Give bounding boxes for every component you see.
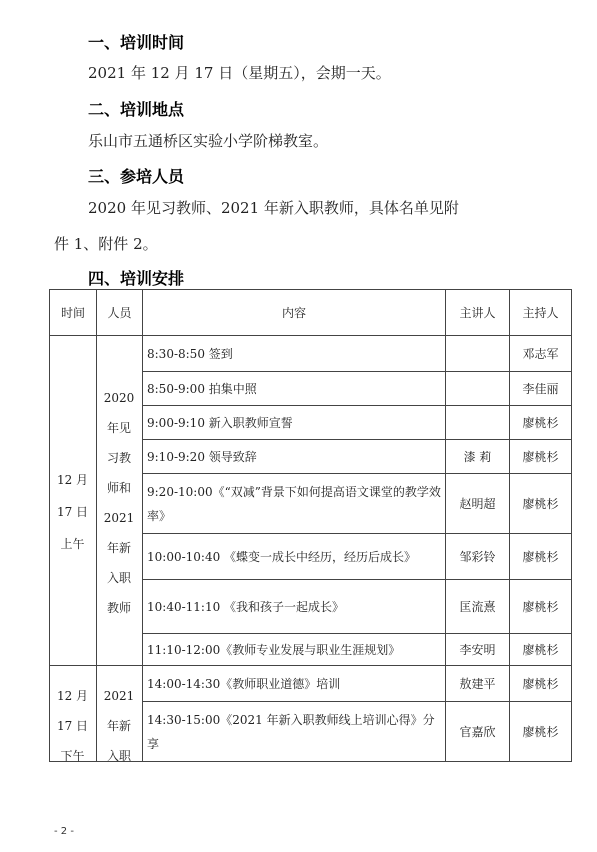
section-heading-participants: 三、参培人员 [88, 167, 185, 186]
row-content: 10:40-11:10 《我和孩子一起成长》 [143, 580, 446, 634]
row-content: 10:00-10:40 《蝶变一成长中经历，经历后成长》 [143, 534, 446, 580]
row-speaker: 敖建平 [446, 666, 510, 702]
afternoon-personnel-label: 2021 年新 入职 [103, 689, 135, 763]
training-time-text: 2021 年 12 月 17 日（星期五），会期一天。 [88, 64, 391, 82]
row-host: 廖桃杉 [510, 634, 572, 666]
training-location-text: 乐山市五通桥区实验小学阶梯教室。 [88, 132, 329, 150]
participants-text-line1: 2020 年见习教师、2021 年新入职教师，具体名单见附 [88, 199, 459, 217]
row-host: 廖桃杉 [510, 580, 572, 634]
row-host: 廖桃杉 [510, 534, 572, 580]
header-content: 内容 [143, 290, 446, 336]
morning-time-label: 12 月 17 日 上午 [56, 473, 89, 551]
row-content: 9:20-10:00《“双减”背景下如何提高语文课堂的教学效率》 [143, 474, 446, 534]
table-row [50, 336, 572, 372]
row-speaker: 官嘉欣 [446, 702, 510, 762]
row-host: 邓志军 [510, 336, 572, 372]
row-content: 9:00-9:10 新入职教师宣誓 [143, 406, 446, 440]
row-speaker: 邹彩铃 [446, 534, 510, 580]
row-content: 11:10-12:00《教师专业发展与职业生涯规划》 [143, 634, 446, 666]
row-content: 9:10-9:20 领导致辞 [143, 440, 446, 474]
row-speaker [446, 406, 510, 440]
row-host: 廖桃杉 [510, 702, 572, 762]
afternoon-time-label: 12 月 17 日 下午 [56, 689, 89, 763]
row-speaker: 匡流熹 [446, 580, 510, 634]
row-speaker: 赵明超 [446, 474, 510, 534]
section-heading-time: 一、培训时间 [88, 33, 185, 52]
row-speaker: 漆 莉 [446, 440, 510, 474]
row-speaker [446, 336, 510, 372]
header-time: 时间 [50, 290, 97, 336]
header-host: 主持人 [510, 290, 572, 336]
row-speaker: 李安明 [446, 634, 510, 666]
row-content: 8:50-9:00 拍集中照 [143, 372, 446, 406]
morning-personnel-label: 2020 年见 习教 师和 2021 年新 入职 教师 [103, 391, 135, 615]
section-heading-location: 二、培训地点 [88, 100, 185, 119]
row-content: 14:00-14:30《教师职业道德》培训 [143, 666, 446, 702]
row-host: 廖桃杉 [510, 406, 572, 440]
row-host: 廖桃杉 [510, 440, 572, 474]
row-host: 李佳丽 [510, 372, 572, 406]
row-host: 廖桃杉 [510, 474, 572, 534]
row-content: 14:30-15:00《2021 年新入职教师线上培训心得》分享 [143, 702, 446, 762]
page-number: - 2 - [54, 826, 74, 837]
table-header-row [50, 290, 572, 336]
section-heading-schedule: 四、培训安排 [88, 269, 185, 288]
participants-text-line2: 件 1、附件 2。 [54, 235, 158, 253]
header-personnel: 人员 [97, 290, 143, 336]
row-host: 廖桃杉 [510, 666, 572, 702]
row-speaker [446, 372, 510, 406]
row-content: 8:30-8:50 签到 [143, 336, 446, 372]
header-speaker: 主讲人 [446, 290, 510, 336]
